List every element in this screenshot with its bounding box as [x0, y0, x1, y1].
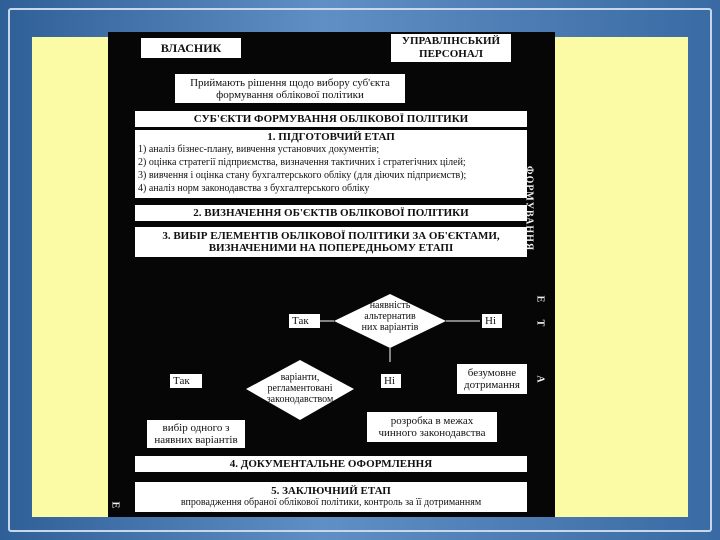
diamond-alternatives-text: наявність альтернатив них варіантів [361, 300, 419, 333]
stage3-box: 3. ВИБІР ЕЛЕМЕНТІВ ОБЛІКОВОЇ ПОЛІТИКИ ЗА ОБ'ЄКТАМИ, ВИЗНАЧЕНИМИ НА ПОПЕРЕДНЬОМУ ЕТАПІ [135, 227, 527, 257]
stage1-title: 1. ПІДГОТОВЧИЙ ЕТАП [267, 131, 395, 143]
stage5-text: впровадження обраної облікової політики, контроль за її дотриманням [180, 497, 482, 508]
diamond-regulated-text: варіанти, регламентовані законодавством [266, 372, 334, 405]
stage4-box: 4. ДОКУМЕНТАЛЬНЕ ОФОРМЛЕННЯ [135, 456, 527, 472]
diamond2-no-label: Ні [381, 374, 401, 388]
diamond1-yes-label: Так [289, 314, 320, 328]
develop-box: розробка в межах чинного законодавства [367, 412, 497, 442]
stage1-item: 1) аналіз бізнес-плану, вивчення установчих документів; [138, 144, 380, 155]
subjects-title: СУБ'ЄКТИ ФОРМУВАННЯ ОБЛІКОВОЇ ПОЛІТИКИ [135, 111, 527, 127]
side-right-label: ФОРМУВАННЯ [523, 165, 535, 252]
choose-one-box: вибір одного з наявних варіантів [147, 420, 245, 448]
unconditional-box: безумовне дотримання [457, 364, 527, 394]
stage5-title: 5. ЗАКЛЮЧНИЙ ЕТАП [271, 485, 391, 497]
stage1-item: 3) вивчення і оцінка стану бухгалтерського обліку (для діючих підприємств); [138, 170, 467, 181]
management-box: УПРАВЛІНСЬКИЙ ПЕРСОНАЛ [391, 34, 511, 62]
side-right-letter: А [534, 375, 546, 384]
stage5-box [135, 482, 527, 512]
diamond2-yes-label: Так [170, 374, 202, 388]
side-right-letter: Е [534, 295, 546, 304]
side-left-letter: Е [109, 501, 121, 510]
stage2-box: 2. ВИЗНАЧЕННЯ ОБ'ЄКТІВ ОБЛІКОВОЇ ПОЛІТИКИ [135, 205, 527, 221]
stage1-item: 2) оцінка стратегії підприємства, визначення тактичних і стратегічних цілей; [138, 157, 466, 168]
stage1-item: 4) аналіз норм законодавства з бухгалтерського обліку [138, 183, 370, 194]
flowchart [108, 32, 555, 517]
side-right-letter: Т [534, 319, 546, 328]
owner-box: ВЛАСНИК [141, 38, 241, 58]
diamond1-no-label: Ні [482, 314, 502, 328]
decision-box: Приймають рішення щодо вибору суб'єкта формування облікової політики [175, 74, 405, 103]
